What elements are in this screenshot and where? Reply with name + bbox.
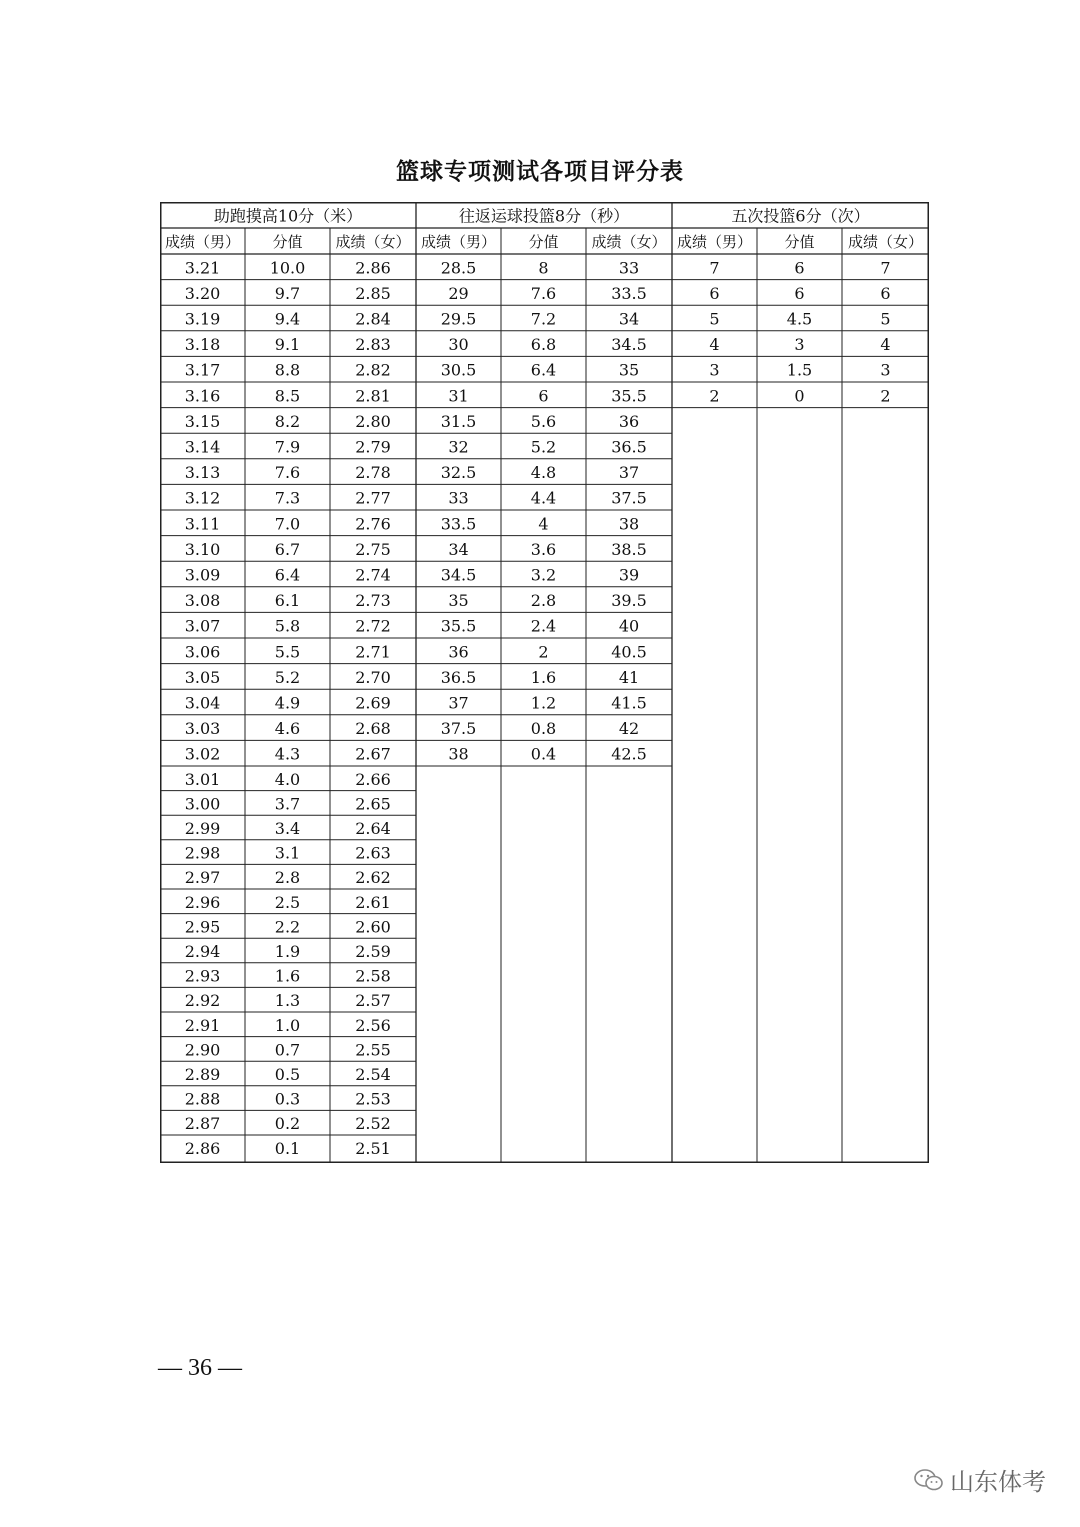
table-cell: 2.94 <box>184 942 221 961</box>
table-cell: 2.72 <box>355 616 391 636</box>
table-cell: 4 <box>538 514 549 534</box>
table-cell: 5.2 <box>274 667 301 687</box>
column-header: 成绩（男） <box>420 233 497 251</box>
table-cell: 2.53 <box>355 1089 391 1109</box>
table-cell: 3.6 <box>530 539 557 559</box>
table-cell: 7 <box>709 258 720 278</box>
table-cell: 4.9 <box>274 693 301 713</box>
table-cell: 3.4 <box>274 819 301 838</box>
table-cell: 1.2 <box>530 693 557 713</box>
table-cell: 0.5 <box>274 1065 301 1084</box>
table-cell: 2.56 <box>355 1015 391 1035</box>
table-cell: 38 <box>618 514 640 534</box>
table-cell: 2.63 <box>355 843 391 863</box>
table-cell: 2.8 <box>274 868 301 888</box>
table-cell: 33.5 <box>440 514 477 534</box>
table-cell: 2.98 <box>184 843 221 863</box>
table-cell: 6.4 <box>274 565 301 585</box>
group-header: 五次投篮6分（次） <box>731 206 870 226</box>
table-cell: 2.59 <box>355 942 391 961</box>
column-header: 分值 <box>528 233 559 251</box>
table-cell: 9.1 <box>274 335 301 355</box>
table-cell: 2.5 <box>274 892 301 912</box>
table-cell: 0.8 <box>530 719 557 739</box>
table-cell: 6 <box>709 283 720 303</box>
table-cell: 2.96 <box>184 892 221 912</box>
table-cell: 3.17 <box>184 360 221 380</box>
table-cell: 0 <box>794 386 805 406</box>
table-cell: 2.89 <box>184 1065 221 1084</box>
page-title: 篮球专项测试各项目评分表 <box>396 159 684 185</box>
table-cell: 2.92 <box>184 991 221 1011</box>
table-cell: 2.4 <box>530 616 557 636</box>
table-cell: 2.81 <box>355 386 391 406</box>
table-cell: 41.5 <box>611 693 647 713</box>
table-cell: 33.5 <box>611 283 647 303</box>
table-cell: 6 <box>880 283 891 303</box>
table-cell: 36.5 <box>611 437 647 457</box>
table-cell: 40.5 <box>611 642 647 662</box>
table-cell: 2.60 <box>355 917 391 937</box>
table-cell: 7.2 <box>530 309 557 329</box>
table-cell: 39.5 <box>611 591 647 611</box>
table-cell: 2.85 <box>355 283 391 303</box>
table-cell: 2.84 <box>355 309 391 329</box>
table-cell: 7.6 <box>274 463 301 483</box>
table-cell: 1.0 <box>274 1015 301 1035</box>
table-cell: 3.18 <box>184 335 221 355</box>
table-cell: 2.95 <box>184 917 221 937</box>
table-cell: 3.20 <box>184 283 221 303</box>
table-cell: 8.8 <box>274 360 301 380</box>
table-cell: 2.57 <box>355 991 391 1011</box>
table-cell: 6.1 <box>274 591 301 611</box>
table-cell: 2 <box>709 386 720 406</box>
table-cell: 2.66 <box>355 769 391 789</box>
table-cell: 3.05 <box>184 667 221 687</box>
table-cell: 2.54 <box>355 1065 391 1084</box>
table-cell: 4 <box>709 335 720 355</box>
table-cell: 1.6 <box>274 966 301 986</box>
table-cell: 4.4 <box>530 488 557 508</box>
table-cell: 37.5 <box>611 488 647 508</box>
table-cell: 0.7 <box>274 1040 301 1060</box>
table-cell: 0.2 <box>274 1114 301 1134</box>
table-cell: 36 <box>618 411 640 431</box>
table-cell: 2.65 <box>355 794 391 814</box>
table-cell: 34 <box>448 539 469 559</box>
table-cell: 35.5 <box>611 386 647 406</box>
table-cell: 7.3 <box>274 488 301 508</box>
table-cell: 0.4 <box>530 744 557 764</box>
column-header: 分值 <box>784 233 815 251</box>
table-cell: 6 <box>794 258 805 278</box>
table-cell: 2.51 <box>355 1138 391 1158</box>
table-cell: 2.68 <box>355 719 391 739</box>
column-header: 成绩（女） <box>847 233 924 251</box>
table-cell: 4.0 <box>274 769 301 789</box>
table-cell: 4 <box>880 335 891 355</box>
table-cell: 3.14 <box>184 437 221 457</box>
table-cell: 2.64 <box>355 819 391 838</box>
table-cell: 38 <box>448 744 469 764</box>
table-cell: 2.99 <box>184 819 221 838</box>
table-cell: 34.5 <box>440 565 477 585</box>
table-cell: 28.5 <box>440 258 477 278</box>
table-cell: 2.79 <box>355 437 391 457</box>
table-cell: 3.10 <box>184 539 221 559</box>
table-cell: 4.5 <box>786 309 813 329</box>
table-cell: 2 <box>880 386 891 406</box>
table-cell: 32 <box>448 437 469 457</box>
table-cell: 2.76 <box>355 514 391 534</box>
table-cell: 8.5 <box>274 386 301 406</box>
table-cell: 10.0 <box>269 258 306 278</box>
table-cell: 3.08 <box>184 591 221 611</box>
table-cell: 2.58 <box>355 966 391 986</box>
table-cell: 39 <box>618 565 640 585</box>
table-cell: 3.12 <box>184 488 221 508</box>
table-cell: 9.4 <box>274 309 301 329</box>
table-cell: 2.74 <box>355 565 391 585</box>
group-header: 助跑摸高10分（米） <box>213 206 363 226</box>
table-cell: 2.52 <box>355 1114 391 1134</box>
table-cell: 5 <box>709 309 720 329</box>
table-cell: 1.3 <box>274 991 301 1011</box>
column-header: 成绩（女） <box>591 233 667 251</box>
table-cell: 32.5 <box>440 463 477 483</box>
table-cell: 37 <box>618 463 640 483</box>
table-cell: 7.0 <box>274 514 301 534</box>
table-cell: 2.61 <box>355 892 391 912</box>
table-cell: 2.91 <box>184 1015 221 1035</box>
table-cell: 7.6 <box>530 283 557 303</box>
table-cell: 3.13 <box>184 463 221 483</box>
table-cell: 38.5 <box>611 539 647 559</box>
table-cell: 9.7 <box>274 283 301 303</box>
table-cell: 4.3 <box>274 744 301 764</box>
table-cell: 5 <box>880 309 891 329</box>
table-cell: 30.5 <box>440 360 477 380</box>
table-cell: 2.2 <box>274 917 301 937</box>
table-cell: 2.86 <box>184 1138 221 1158</box>
table-cell: 29 <box>448 283 469 303</box>
table-cell: 2.69 <box>355 693 391 713</box>
table-cell: 33 <box>618 258 640 278</box>
table-cell: 2.86 <box>355 258 391 278</box>
table-cell: 3.19 <box>184 309 221 329</box>
table-cell: 2.55 <box>355 1040 391 1060</box>
table-cell: 3.01 <box>184 769 221 789</box>
table-cell: 7 <box>880 258 891 278</box>
table-cell: 30 <box>448 335 469 355</box>
table-cell: 40 <box>618 616 640 636</box>
column-header: 分值 <box>272 233 303 251</box>
table-cell: 3 <box>880 360 891 380</box>
table-cell: 3.7 <box>274 794 301 814</box>
table-cell: 36.5 <box>440 667 477 687</box>
table-cell: 3.00 <box>184 794 221 814</box>
table-cell: 5.2 <box>530 437 557 457</box>
table-cell: 2.75 <box>355 539 391 559</box>
table-cell: 2.83 <box>355 335 391 355</box>
table-cell: 2.97 <box>184 868 221 888</box>
table-cell: 3.03 <box>184 719 221 739</box>
table-cell: 37 <box>448 693 469 713</box>
watermark <box>914 1462 1046 1497</box>
table-cell: 5.8 <box>274 616 301 636</box>
table-cell: 4.8 <box>530 463 557 483</box>
watermark-text: 山东体考 <box>950 1468 1046 1496</box>
table-cell: 3.16 <box>184 386 221 406</box>
table-cell: 2.90 <box>184 1040 221 1060</box>
column-header: 成绩（男） <box>676 233 753 251</box>
table-cell: 3.1 <box>274 843 301 863</box>
table-cell: 3 <box>794 335 805 355</box>
table-cell: 35 <box>618 360 640 380</box>
group-header: 往返运球投篮8分（秒） <box>458 206 630 226</box>
table-cell: 2.88 <box>184 1089 221 1109</box>
table-cell: 41 <box>618 667 640 687</box>
table-cell: 2.67 <box>355 744 391 764</box>
table-cell: 2.70 <box>355 667 391 687</box>
table-cell: 36 <box>448 642 469 662</box>
table-cell: 31.5 <box>440 411 477 431</box>
table-cell: 2.73 <box>355 591 391 611</box>
table-cell: 0.1 <box>274 1138 301 1158</box>
table-cell: 3.15 <box>184 411 221 431</box>
table-cell: 3.11 <box>184 514 221 534</box>
table-cell: 6.8 <box>530 335 557 355</box>
table-cell: 5.5 <box>274 642 301 662</box>
table-cell: 3.21 <box>184 258 221 278</box>
table-cell: 42 <box>618 719 640 739</box>
table-cell: 1.5 <box>786 360 813 380</box>
table-cell: 2 <box>538 642 549 662</box>
table-cell: 35.5 <box>440 616 477 636</box>
table-cell: 2.82 <box>355 360 391 380</box>
table-cell: 1.9 <box>274 942 301 961</box>
table-cell: 5.6 <box>530 411 557 431</box>
table-cell: 3.09 <box>184 565 221 585</box>
table-cell: 2.62 <box>355 868 391 888</box>
table-cell: 3 <box>709 360 720 380</box>
table-cell: 34 <box>618 309 640 329</box>
table-cell: 6.4 <box>530 360 557 380</box>
table-cell: 3.2 <box>530 565 557 585</box>
table-cell: 2.78 <box>355 463 391 483</box>
wechat-icon <box>914 1467 944 1493</box>
table-cell: 8 <box>538 258 549 278</box>
table-cell: 6.7 <box>274 539 301 559</box>
score-table <box>160 202 929 1163</box>
table-cell: 2.8 <box>530 591 557 611</box>
table-cell: 6 <box>794 283 805 303</box>
score-table-grid <box>160 202 929 1163</box>
table-cell: 1.6 <box>530 667 557 687</box>
table-cell: 6 <box>538 386 549 406</box>
table-cell: 2.80 <box>355 411 391 431</box>
table-cell: 4.6 <box>274 719 301 739</box>
page-number: — 36 — <box>158 1355 242 1381</box>
table-cell: 8.2 <box>274 411 301 431</box>
table-cell: 3.02 <box>184 744 221 764</box>
table-cell: 2.93 <box>184 966 221 986</box>
table-cell: 2.71 <box>355 642 391 662</box>
table-cell: 0.3 <box>274 1089 301 1109</box>
table-cell: 3.04 <box>184 693 221 713</box>
table-cell: 34.5 <box>611 335 647 355</box>
table-cell: 7.9 <box>274 437 301 457</box>
table-cell: 31 <box>448 386 469 406</box>
table-cell: 29.5 <box>440 309 477 329</box>
table-cell: 37.5 <box>440 719 477 739</box>
table-cell: 42.5 <box>611 744 647 764</box>
table-cell: 2.87 <box>184 1114 221 1134</box>
table-cell: 3.07 <box>184 616 221 636</box>
table-cell: 33 <box>448 488 469 508</box>
table-cell: 3.06 <box>184 642 221 662</box>
column-header: 成绩（男） <box>164 233 241 251</box>
table-cell: 2.77 <box>355 488 391 508</box>
table-cell: 35 <box>448 591 469 611</box>
column-header: 成绩（女） <box>335 233 411 251</box>
